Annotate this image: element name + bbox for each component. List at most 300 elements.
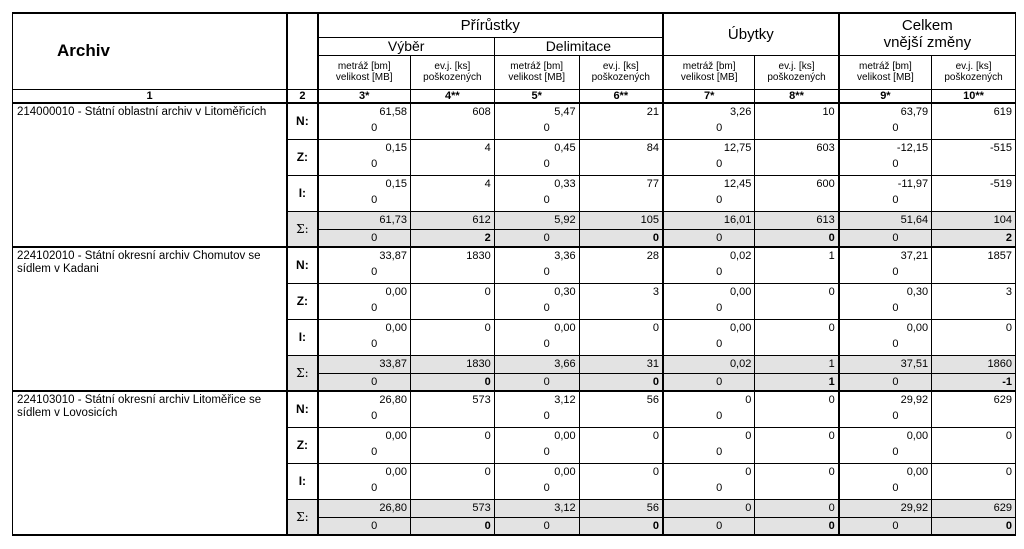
- value-secondary: 0: [716, 122, 723, 134]
- value-cell: [494, 355, 579, 391]
- value-secondary: 0: [892, 481, 899, 494]
- value-secondary: 0: [543, 375, 550, 388]
- value-cell: [663, 283, 755, 319]
- value-cell: [494, 283, 579, 319]
- value-primary: 56: [646, 394, 659, 406]
- value-primary: 629: [993, 394, 1012, 406]
- value-cell: [579, 319, 663, 355]
- value-cell: [755, 355, 839, 391]
- value-primary: 21: [646, 106, 659, 118]
- value-secondary: [932, 120, 1015, 136]
- value-cell: [755, 463, 839, 499]
- value-secondary: 0: [371, 445, 378, 458]
- row-label: I:: [287, 463, 317, 499]
- value-cell: [318, 211, 411, 247]
- value-primary: 0: [652, 321, 659, 334]
- value-primary: 0,30: [554, 285, 576, 298]
- value-cell: [579, 247, 663, 283]
- unit-metraz-header: [663, 55, 755, 89]
- value-secondary: 0: [828, 519, 835, 532]
- value-cell: [318, 139, 411, 175]
- value-cell: [318, 427, 411, 463]
- value-secondary: [755, 336, 837, 352]
- value-cell: [755, 319, 839, 355]
- column-number: 2: [287, 89, 317, 103]
- value-cell: [318, 391, 411, 427]
- value-cell: [410, 499, 494, 535]
- value-primary: 0: [828, 285, 835, 298]
- row-label: N:: [287, 103, 317, 139]
- value-primary: 63,79: [900, 106, 929, 118]
- value-primary: -11,97: [897, 177, 929, 190]
- value-secondary: 0: [892, 122, 899, 134]
- value-cell: [932, 247, 1016, 283]
- unit-evj-label: ev.j. [ks]: [778, 61, 815, 72]
- value-cell: [932, 391, 1016, 427]
- prirustky-header: Přírůstky: [318, 13, 663, 37]
- value-primary: 0: [828, 321, 835, 334]
- column-number: 8**: [755, 89, 839, 103]
- value-secondary: [580, 336, 662, 352]
- value-cell: [318, 175, 411, 211]
- archive-name: 224102010 - Státní okresní archiv Chomutov se sídlem v Kadani: [13, 247, 288, 391]
- value-cell: [839, 247, 932, 283]
- value-primary: 573: [411, 500, 494, 518]
- value-primary: 29,92: [900, 394, 929, 406]
- value-primary: 1830: [411, 356, 494, 374]
- value-secondary: [580, 264, 662, 280]
- value-secondary: [755, 192, 837, 208]
- value-secondary: [932, 264, 1015, 280]
- value-cell: [579, 175, 663, 211]
- value-primary: 0,00: [729, 285, 752, 298]
- value-primary: 3: [652, 285, 659, 298]
- value-secondary: [755, 120, 837, 136]
- value-primary: 84: [646, 141, 659, 154]
- value-primary: 0,00: [554, 429, 576, 442]
- value-cell: [579, 499, 663, 535]
- value-cell: [579, 355, 663, 391]
- value-cell: [410, 283, 494, 319]
- column-number: 4**: [410, 89, 494, 103]
- value-cell: [839, 175, 932, 211]
- value-cell: [932, 139, 1016, 175]
- value-cell: [579, 103, 663, 139]
- unit-metraz-label: metráž [bm]: [510, 61, 564, 72]
- unit-metraz-header: [318, 55, 411, 89]
- value-primary: 3,12: [554, 394, 576, 406]
- value-primary: 12,45: [723, 177, 752, 190]
- value-secondary: [580, 120, 662, 136]
- value-primary: 1830: [466, 250, 491, 262]
- value-secondary: 0: [716, 337, 723, 350]
- value-secondary: [580, 480, 662, 496]
- value-cell: [410, 139, 494, 175]
- value-secondary: [755, 408, 837, 424]
- value-cell: [663, 355, 755, 391]
- value-secondary: 2: [1005, 231, 1012, 244]
- value-cell: [318, 319, 411, 355]
- value-cell: [494, 391, 579, 427]
- value-secondary: 0: [716, 266, 723, 278]
- value-cell: [839, 103, 932, 139]
- value-cell: [579, 139, 663, 175]
- unit-poskozenych-label: poškozených: [423, 72, 482, 83]
- value-secondary: [411, 264, 494, 280]
- value-secondary: 0: [892, 231, 899, 244]
- value-cell: [579, 391, 663, 427]
- value-primary: 573: [472, 394, 491, 406]
- value-primary: 56: [580, 500, 662, 518]
- value-secondary: 0: [716, 481, 723, 494]
- value-secondary: 0: [892, 410, 899, 422]
- value-cell: [663, 427, 755, 463]
- value-primary: 3,12: [495, 500, 579, 518]
- value-secondary: [755, 156, 837, 172]
- unit-evj-label: ev.j. [ks]: [955, 61, 992, 72]
- value-secondary: 0: [543, 445, 550, 458]
- value-cell: [410, 391, 494, 427]
- value-primary: 4: [484, 177, 491, 190]
- value-cell: [755, 499, 839, 535]
- value-primary: 0: [484, 285, 491, 298]
- value-secondary: 0: [543, 122, 550, 134]
- value-primary: 28: [646, 250, 659, 262]
- value-primary: 61,73: [319, 212, 410, 230]
- value-secondary: 0: [716, 410, 723, 422]
- value-primary: 0: [484, 321, 491, 334]
- column-number: 1: [13, 89, 288, 103]
- value-primary: 0: [652, 465, 659, 478]
- column-number: 9*: [839, 89, 932, 103]
- value-secondary: 0: [371, 157, 378, 170]
- value-cell: [755, 103, 839, 139]
- value-primary: -519: [989, 177, 1012, 190]
- value-cell: [663, 499, 755, 535]
- unit-velikost-label: velikost [MB]: [508, 72, 566, 83]
- value-cell: [494, 463, 579, 499]
- value-secondary: 0: [371, 122, 378, 134]
- value-primary: 33,87: [379, 250, 407, 262]
- unit-poskozenych-label: poškozených: [767, 72, 826, 83]
- value-primary: 3: [1005, 285, 1012, 298]
- value-cell: [410, 463, 494, 499]
- value-cell: [494, 139, 579, 175]
- value-secondary: 0: [716, 231, 723, 244]
- value-secondary: 0: [371, 410, 378, 422]
- value-secondary: [411, 192, 494, 208]
- value-primary: 0,00: [729, 321, 752, 334]
- value-cell: [663, 211, 755, 247]
- column-number: 5*: [494, 89, 579, 103]
- value-primary: 0,00: [906, 321, 929, 334]
- value-secondary: 0: [652, 231, 659, 244]
- value-secondary: [411, 408, 494, 424]
- value-cell: [494, 319, 579, 355]
- value-primary: 0: [745, 429, 752, 442]
- value-cell: [755, 391, 839, 427]
- value-cell: [839, 355, 932, 391]
- value-primary: 0: [484, 465, 491, 478]
- value-cell: [494, 211, 579, 247]
- archiv-header: Archiv: [13, 13, 288, 89]
- table-row: [13, 103, 1016, 139]
- value-cell: [579, 211, 663, 247]
- unit-metraz-label: metráž [bm]: [859, 61, 912, 72]
- value-primary: 0: [664, 500, 754, 518]
- value-secondary: 0: [371, 266, 378, 278]
- value-secondary: 0: [484, 375, 491, 388]
- value-secondary: 0: [371, 193, 378, 206]
- unit-metraz-header: [494, 55, 579, 89]
- value-secondary: 0: [371, 375, 378, 388]
- value-primary: 37,21: [900, 250, 929, 262]
- value-primary: 0: [1005, 465, 1012, 478]
- value-primary: 105: [580, 212, 662, 230]
- delimitace-header: Delimitace: [494, 37, 663, 55]
- sum-label: Σ:: [287, 211, 317, 247]
- value-secondary: 0: [716, 157, 723, 170]
- value-cell: [755, 247, 839, 283]
- column-number: 3*: [318, 89, 411, 103]
- value-cell: [932, 319, 1016, 355]
- value-primary: 26,80: [379, 394, 407, 406]
- unit-velikost-label: velikost [MB]: [680, 72, 738, 83]
- value-primary: 613: [755, 212, 837, 230]
- unit-evj-label: ev.j. [ks]: [434, 61, 471, 72]
- value-primary: 3,66: [495, 356, 579, 374]
- value-primary: 0,00: [385, 465, 407, 478]
- value-secondary: 0: [543, 301, 550, 314]
- unit-poskozenych-label: poškozených: [591, 72, 650, 83]
- value-cell: [839, 139, 932, 175]
- value-cell: [318, 463, 411, 499]
- value-primary: 608: [472, 106, 491, 118]
- value-secondary: 0: [1005, 519, 1012, 532]
- value-cell: [839, 391, 932, 427]
- value-primary: 0: [828, 394, 835, 406]
- value-cell: [932, 427, 1016, 463]
- celkem-line-1: Celkem: [901, 17, 953, 35]
- value-primary: 603: [816, 141, 835, 154]
- value-secondary: [411, 336, 494, 352]
- value-cell: [755, 427, 839, 463]
- value-primary: 0: [1005, 321, 1012, 334]
- value-primary: 612: [411, 212, 494, 230]
- value-secondary: 0: [543, 519, 550, 532]
- value-secondary: 0: [371, 481, 378, 494]
- sum-label: Σ:: [287, 355, 317, 391]
- value-secondary: 0: [371, 231, 378, 244]
- value-primary: 29,92: [840, 500, 931, 518]
- value-secondary: 0: [543, 266, 550, 278]
- value-primary: 0,30: [906, 285, 929, 298]
- value-secondary: [755, 300, 837, 316]
- unit-metraz-label: metráž [bm]: [682, 61, 736, 72]
- value-secondary: [755, 480, 837, 496]
- value-secondary: 0: [892, 157, 899, 170]
- unit-evj-label: ev.j. [ks]: [602, 61, 639, 72]
- value-cell: [663, 319, 755, 355]
- unit-velikost-label: velikost [MB]: [335, 72, 393, 83]
- value-primary: 600: [816, 177, 835, 190]
- value-secondary: 0: [716, 193, 723, 206]
- value-primary: 0: [828, 465, 835, 478]
- value-secondary: 0: [716, 445, 723, 458]
- value-secondary: [580, 300, 662, 316]
- value-primary: 0,02: [664, 356, 754, 374]
- value-primary: 4: [484, 141, 491, 154]
- value-primary: 619: [993, 106, 1012, 118]
- value-secondary: 0: [371, 519, 378, 532]
- value-primary: 0,00: [385, 429, 407, 442]
- row-label: Z:: [287, 283, 317, 319]
- value-cell: [932, 499, 1016, 535]
- value-secondary: 0: [652, 375, 659, 388]
- value-cell: [410, 319, 494, 355]
- value-cell: [663, 463, 755, 499]
- value-cell: [932, 463, 1016, 499]
- unit-metraz-header: [839, 55, 932, 89]
- value-primary: 0: [1005, 429, 1012, 442]
- value-cell: [318, 499, 411, 535]
- value-primary: 0: [745, 394, 752, 406]
- unit-metraz-label: metráž [bm]: [337, 61, 391, 72]
- value-cell: [318, 247, 411, 283]
- value-primary: 5,92: [495, 212, 579, 230]
- value-cell: [410, 427, 494, 463]
- value-secondary: [932, 444, 1015, 460]
- value-cell: [755, 283, 839, 319]
- value-primary: 0: [652, 429, 659, 442]
- value-cell: [494, 247, 579, 283]
- value-cell: [932, 175, 1016, 211]
- value-cell: [663, 247, 755, 283]
- row-label: Z:: [287, 427, 317, 463]
- value-primary: 26,80: [319, 500, 410, 518]
- value-secondary: [411, 480, 494, 496]
- value-secondary: 0: [371, 337, 378, 350]
- value-secondary: 0: [892, 519, 899, 532]
- value-cell: [839, 427, 932, 463]
- value-primary: 1: [828, 250, 835, 262]
- value-secondary: [411, 156, 494, 172]
- value-cell: [755, 139, 839, 175]
- unit-poskozenych-label: poškozených: [944, 72, 1003, 83]
- value-primary: 0: [745, 465, 752, 478]
- value-secondary: 0: [652, 519, 659, 532]
- value-secondary: [755, 444, 837, 460]
- unit-velikost-label: velikost [MB]: [857, 72, 914, 83]
- value-secondary: 0: [543, 231, 550, 244]
- value-secondary: [580, 192, 662, 208]
- value-secondary: [755, 264, 837, 280]
- row-label: Z:: [287, 139, 317, 175]
- value-cell: [663, 391, 755, 427]
- value-primary: 0,02: [729, 250, 752, 262]
- value-cell: [663, 103, 755, 139]
- value-primary: 0,15: [385, 141, 407, 154]
- value-primary: -515: [989, 141, 1012, 154]
- value-secondary: [411, 120, 494, 136]
- value-primary: 0,00: [906, 429, 929, 442]
- value-primary: 1857: [987, 250, 1012, 262]
- column-number: 7*: [663, 89, 755, 103]
- value-secondary: [580, 408, 662, 424]
- value-primary: 0,15: [385, 177, 407, 190]
- value-cell: [932, 103, 1016, 139]
- value-secondary: 0: [716, 519, 723, 532]
- value-secondary: 0: [892, 337, 899, 350]
- value-primary: 77: [646, 177, 659, 190]
- value-cell: [494, 499, 579, 535]
- value-primary: 10: [822, 106, 835, 118]
- value-cell: [932, 355, 1016, 391]
- value-secondary: [580, 444, 662, 460]
- value-primary: 0: [755, 500, 837, 518]
- value-primary: 16,01: [664, 212, 754, 230]
- value-primary: -12,15: [896, 141, 929, 154]
- value-secondary: 1: [828, 375, 835, 388]
- value-secondary: [580, 156, 662, 172]
- value-cell: [318, 103, 411, 139]
- value-cell: [839, 319, 932, 355]
- value-secondary: 0: [892, 266, 899, 278]
- row-label: I:: [287, 175, 317, 211]
- value-cell: [932, 211, 1016, 247]
- value-secondary: -1: [1002, 375, 1012, 388]
- value-primary: 37,51: [840, 356, 931, 374]
- value-primary: 3,26: [729, 106, 752, 118]
- value-primary: 3,36: [554, 250, 576, 262]
- value-cell: [663, 175, 755, 211]
- value-secondary: [932, 192, 1015, 208]
- value-cell: [755, 175, 839, 211]
- celkem-line-2: vnější změny: [883, 34, 972, 52]
- unit-evj-header: [932, 55, 1016, 89]
- value-secondary: [932, 480, 1015, 496]
- value-primary: 5,47: [554, 106, 576, 118]
- value-secondary: [932, 408, 1015, 424]
- value-secondary: 0: [716, 375, 723, 388]
- value-secondary: 0: [892, 375, 899, 388]
- value-secondary: 0: [371, 301, 378, 314]
- value-cell: [579, 283, 663, 319]
- value-cell: [579, 427, 663, 463]
- row-label: N:: [287, 247, 317, 283]
- label-column-header: [287, 13, 317, 89]
- unit-evj-header: [410, 55, 494, 89]
- sum-label: Σ:: [287, 499, 317, 535]
- value-primary: 104: [932, 212, 1015, 230]
- row-label: N:: [287, 391, 317, 427]
- value-cell: [410, 211, 494, 247]
- value-secondary: 0: [828, 231, 835, 244]
- unit-evj-header: [579, 55, 663, 89]
- table-row: [13, 247, 1016, 283]
- value-primary: 51,64: [840, 212, 931, 230]
- value-cell: [494, 103, 579, 139]
- value-primary: 0,00: [906, 465, 929, 478]
- value-secondary: 0: [543, 193, 550, 206]
- table-row: [13, 391, 1016, 427]
- row-label: I:: [287, 319, 317, 355]
- value-primary: 0,00: [385, 285, 407, 298]
- value-cell: [410, 103, 494, 139]
- value-cell: [755, 211, 839, 247]
- value-cell: [932, 283, 1016, 319]
- value-cell: [410, 355, 494, 391]
